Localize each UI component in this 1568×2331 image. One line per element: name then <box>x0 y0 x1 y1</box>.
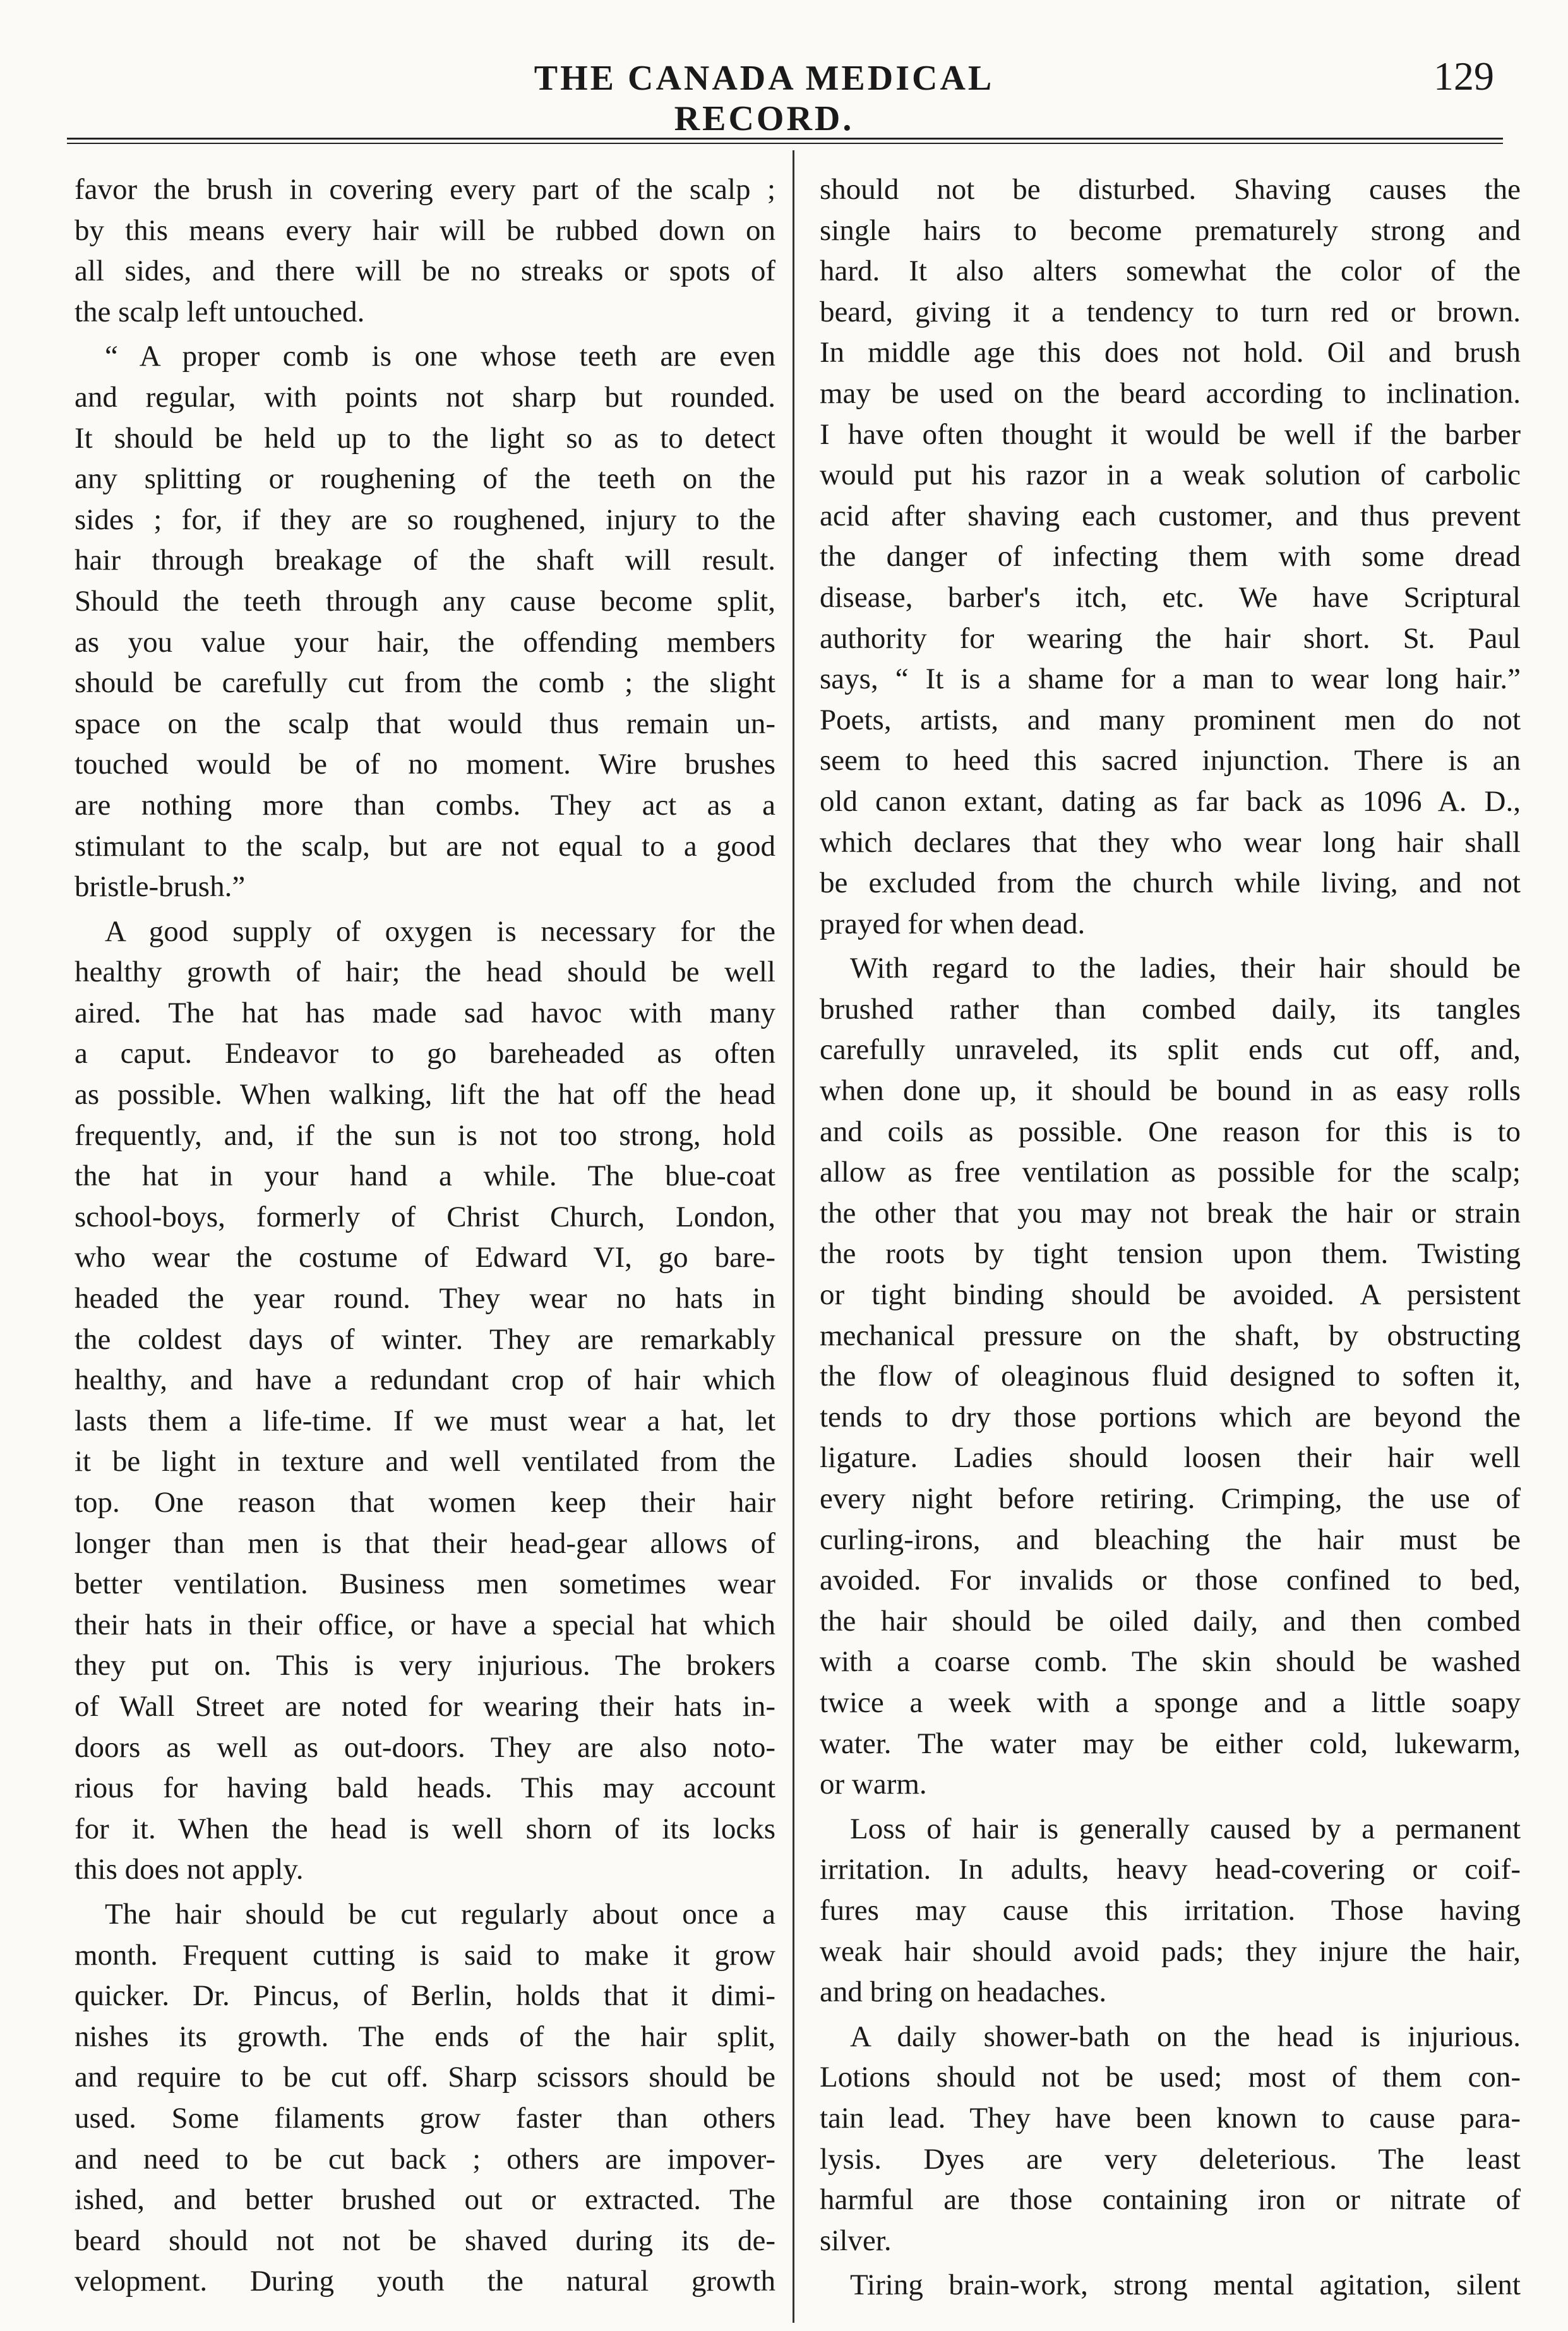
header-rule-top <box>67 138 1503 140</box>
text-line: of Wall Street are noted for wearing their hats in- <box>75 1689 775 1723</box>
text-line: space on the scalp that would thus remain un- <box>75 707 775 740</box>
text-line: “ A proper comb is one whose teeth are even <box>105 340 775 373</box>
text-line: should be carefully cut from the comb ; the slight <box>75 666 775 700</box>
text-line: beard should not not be shaved during its de- <box>75 2224 775 2257</box>
text-line: with a coarse comb. The skin should be washed <box>820 1645 1521 1679</box>
text-line: prayed for when dead. <box>820 907 1086 940</box>
text-line: ished, and better brushed out or extracted. The <box>75 2183 775 2217</box>
text-line: aired. The hat has made sad havoc with many <box>75 996 775 1029</box>
text-line: month. Frequent cutting is said to make it grow <box>75 1938 775 1972</box>
paragraph <box>75 911 775 1890</box>
text-line: Poets, artists, and many prominent men do not <box>820 703 1521 736</box>
text-line: the coldest days of winter. They are remarkably <box>75 1322 775 1356</box>
text-line: are nothing more than combs. They act as a <box>75 788 775 822</box>
text-line: all sides, and there will be no streaks or spots of <box>75 255 775 288</box>
text-line: as possible. When walking, lift the hat off the head <box>75 1078 775 1112</box>
text-line: and require to be cut off. Sharp scissors should be <box>75 2061 775 2094</box>
paragraph <box>820 1809 1521 2013</box>
text-line: weak hair should avoid pads; they injure the hair, <box>820 1934 1521 1968</box>
text-line: the hair should be oiled daily, and then combed <box>820 1604 1521 1638</box>
running-header-title: THE CANADA MEDICAL RECORD. <box>534 59 995 138</box>
text-line: doors as well as out-doors. They are also noto- <box>75 1730 775 1764</box>
text-line: frequently, and, if the sun is not too strong, hold <box>75 1118 775 1152</box>
text-line: and coils as possible. One reason for this is to <box>820 1115 1521 1148</box>
text-line: lysis. Dyes are very deleterious. The least <box>820 2142 1521 2176</box>
text-line: sides ; for, if they are so roughened, injury to the <box>75 503 775 536</box>
text-line: seem to heed this sacred injunction. There is an <box>820 744 1521 777</box>
right-column <box>820 169 1521 2310</box>
column-divider <box>793 150 794 2323</box>
text-line: allow as free ventilation as possible for the scalp; <box>820 1156 1521 1189</box>
text-line: In middle age this does not hold. Oil and brush <box>820 336 1521 369</box>
text-line: A daily shower-bath on the head is injurious. <box>850 2020 1521 2053</box>
text-line: Lotions should not be used; most of them con- <box>820 2061 1521 2094</box>
text-line: Tiring brain-work, strong mental agitation, silent <box>850 2268 1521 2302</box>
text-line: quicker. Dr. Pincus, of Berlin, holds that it dimi- <box>75 1979 775 2013</box>
text-line: healthy growth of hair; the head should be well <box>75 956 775 989</box>
text-line: water. The water may be either cold, lukewarm, <box>820 1727 1521 1760</box>
text-line: brushed rather than combed daily, its tangles <box>820 992 1521 1026</box>
text-line: touched would be of no moment. Wire brushes <box>75 748 775 781</box>
text-line: who wear the costume of Edward VI, go bare- <box>75 1241 775 1274</box>
text-line: mechanical pressure on the shaft, by obstructing <box>820 1319 1521 1352</box>
text-line: beard, giving it a tendency to turn red or brown. <box>820 295 1521 328</box>
text-line: With regard to the ladies, their hair should be <box>850 952 1521 985</box>
text-line: stimulant to the scalp, but are not equal to a good <box>75 829 775 863</box>
text-line: authority for wearing the hair short. St. Paul <box>820 621 1521 655</box>
text-line: lasts them a life-time. If we must wear a hat, let <box>75 1404 775 1437</box>
text-line: I have often thought it would be well if the barber <box>820 417 1521 451</box>
text-line: every night before retiring. Crimping, the use of <box>820 1482 1521 1515</box>
paragraph <box>75 169 775 332</box>
text-line: fures may cause this irritation. Those having <box>820 1893 1521 1927</box>
text-line: which declares that they who wear long hair shall <box>820 825 1521 859</box>
text-line: may be used on the beard according to inclination. <box>820 376 1521 410</box>
header-rule-bottom <box>67 143 1503 144</box>
text-line: better ventilation. Business men sometimes wear <box>75 1567 775 1601</box>
text-line: used. Some filaments grow faster than others <box>75 2101 775 2135</box>
text-line: and regular, with points not sharp but rounded. <box>75 380 775 414</box>
text-line: ligature. Ladies should loosen their hair well <box>820 1441 1521 1475</box>
text-line: school-boys, formerly of Christ Church, London, <box>75 1200 775 1233</box>
text-line: or warm. <box>820 1768 927 1801</box>
text-line: Loss of hair is generally caused by a permanent <box>850 1812 1521 1845</box>
paragraph <box>820 2016 1521 2262</box>
paragraph <box>820 948 1521 1804</box>
text-line: single hairs to become prematurely strong and <box>820 213 1521 247</box>
text-line: tends to dry those portions which are beyond the <box>820 1400 1521 1434</box>
text-line: should not be disturbed. Shaving causes the <box>820 173 1521 206</box>
text-line: Should the teeth through any cause become split, <box>75 584 775 618</box>
text-line: favor the brush in covering every part of the scalp ; <box>75 173 775 206</box>
text-line: the scalp left untouched. <box>75 295 365 328</box>
text-line: the hat in your hand a while. The blue-coat <box>75 1160 775 1193</box>
text-line: The hair should be cut regularly about once a <box>105 1897 775 1931</box>
left-column <box>75 169 775 2306</box>
text-line: tain lead. They have been known to cause para- <box>820 2101 1521 2135</box>
text-line: and bring on headaches. <box>820 1975 1107 2009</box>
text-line: healthy, and have a redundant crop of hair which <box>75 1363 775 1397</box>
paragraph <box>820 2265 1521 2306</box>
text-line: their hats in their office, or have a special hat which <box>75 1608 775 1641</box>
text-line: disease, barber's itch, etc. We have Scriptural <box>820 580 1521 614</box>
page-number: 129 <box>1433 54 1494 99</box>
text-line: bristle-brush.” <box>75 870 246 904</box>
text-line: this does not apply. <box>75 1853 304 1886</box>
text-line: would put his razor in a weak solution of carbolic <box>820 458 1521 492</box>
text-line: longer than men is that their head-gear allows of <box>75 1526 775 1560</box>
text-line: carefully unraveled, its split ends cut off, and, <box>820 1033 1521 1067</box>
text-line: they put on. This is very injurious. The brokers <box>75 1649 775 1682</box>
text-line: the danger of infecting them with some dread <box>820 540 1521 573</box>
text-line: it be light in texture and well ventilated from the <box>75 1445 775 1478</box>
paragraph <box>75 1894 775 2302</box>
text-line: says, “ It is a shame for a man to wear long hair.” <box>820 662 1521 696</box>
text-line: the flow of oleaginous fluid designed to soften it, <box>820 1360 1521 1393</box>
text-line: or tight binding should be avoided. A persistent <box>820 1278 1521 1312</box>
text-line: the other that you may not break the hair or strain <box>820 1196 1521 1230</box>
text-line: as you value your hair, the offending members <box>75 625 775 659</box>
text-line: acid after shaving each customer, and thus prevent <box>820 499 1521 532</box>
paragraph <box>75 336 775 907</box>
text-line: irritation. In adults, heavy head-covering or coif- <box>820 1853 1521 1886</box>
text-line: headed the year round. They wear no hats in <box>75 1282 775 1315</box>
text-line: and need to be cut back ; others are impover- <box>75 2142 775 2176</box>
text-line: hair through breakage of the shaft will result. <box>75 544 775 577</box>
text-line: any splitting or roughening of the teeth on the <box>75 462 775 496</box>
text-line: rious for having bald heads. This may account <box>75 1771 775 1805</box>
text-line: top. One reason that women keep their hair <box>75 1486 775 1519</box>
text-line: for it. When the head is well shorn of its locks <box>75 1812 775 1845</box>
text-line: be excluded from the church while living, and not <box>820 866 1521 900</box>
text-line: harmful are those containing iron or nitrate of <box>820 2183 1521 2217</box>
text-line: curling-irons, and bleaching the hair must be <box>820 1523 1521 1556</box>
text-line: It should be held up to the light so as to detect <box>75 421 775 455</box>
text-line: twice a week with a sponge and a little soapy <box>820 1686 1521 1719</box>
text-line: avoided. For invalids or those confined to bed, <box>820 1564 1521 1597</box>
paragraph <box>820 169 1521 944</box>
text-line: the roots by tight tension upon them. Twisting <box>820 1237 1521 1271</box>
text-line: when done up, it should be bound in as easy rolls <box>820 1074 1521 1108</box>
text-line: nishes its growth. The ends of the hair split, <box>75 2020 775 2053</box>
text-line: old canon extant, dating as far back as 1096 A. D., <box>820 784 1521 818</box>
text-line: by this means every hair will be rubbed down on <box>75 213 775 247</box>
text-line: hard. It also alters somewhat the color of the <box>820 255 1521 288</box>
text-line: A good supply of oxygen is necessary for the <box>105 914 775 948</box>
text-line: silver. <box>820 2224 892 2257</box>
text-line: velopment. During youth the natural growth <box>75 2265 775 2298</box>
text-line: a caput. Endeavor to go bareheaded as often <box>75 1037 775 1070</box>
